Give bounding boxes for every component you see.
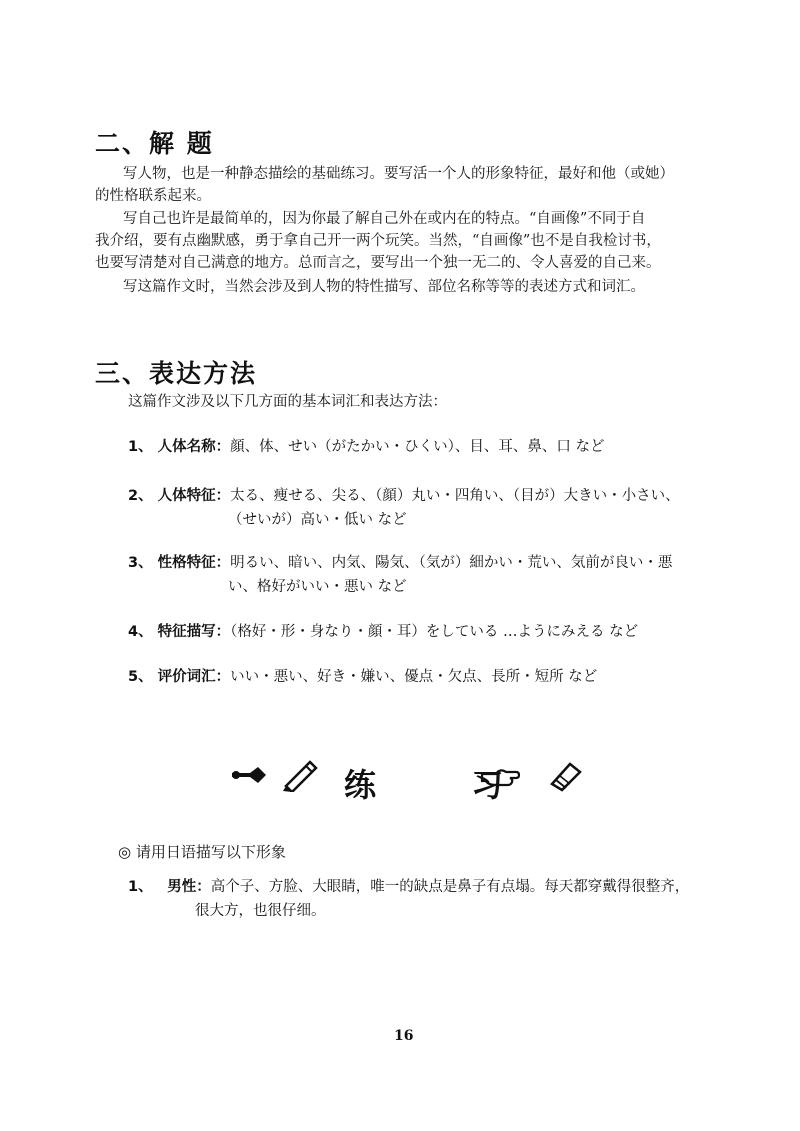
- vocab-item-5: [128, 666, 597, 688]
- question-label: 男性：: [167, 879, 211, 895]
- paragraph-line: 的性格联系起来。: [95, 188, 211, 204]
- section-heading-3: 三、表达方法: [95, 359, 258, 388]
- paragraph-line: 也要写清楚对自己满意的地方。总而言之，要写出一个独一无二的、令人喜爱的自己来。: [95, 255, 661, 271]
- exercise-subheading: ◎ 请用日语描写以下形象: [118, 843, 286, 861]
- page-number: 16: [394, 1028, 414, 1044]
- paragraph-1: [95, 163, 735, 207]
- vocab-item-label: 5、 评价词汇：: [128, 669, 231, 685]
- vocab-item-label: 3、 性格特征：: [128, 555, 231, 571]
- vocab-item-label: 2、 人体特征：: [128, 488, 231, 504]
- pointing-hand-icon: [480, 766, 520, 792]
- paragraph-line: 写人物，也是一种静态描绘的基础练习。要写活一个人的形象特征，最好和他（或她）: [123, 166, 674, 182]
- paragraph-line: 写这篇作文时，当然会涉及到人物的特性描写、部位名称等等的表述方式和词汇。: [123, 279, 645, 295]
- paragraph-3: [95, 276, 735, 298]
- section-heading-2: 二、解 题: [95, 129, 214, 158]
- question-text: 高个子、方脸、大眼睛，唯一的缺点是鼻子有点塌。每天都穿戴得很整齐，: [210, 879, 690, 895]
- vocab-item-2: [128, 485, 680, 507]
- vocab-item-2-cont: （せいが）高い・低い など: [228, 512, 407, 528]
- vocab-item-label: 4、 特征描写：: [128, 624, 231, 640]
- vocab-item-label: 1、 人体名称：: [128, 439, 231, 455]
- exercise-question-1-cont: 很大方，也很仔细。: [195, 903, 326, 919]
- pencil-eraser-icon: [548, 760, 584, 792]
- question-number: 1、: [128, 879, 153, 895]
- paragraph-2: [95, 208, 735, 274]
- exercise-question-1: [128, 876, 689, 898]
- hand-pointer-icon: [228, 760, 272, 790]
- vocab-item-3-cont: い、格好がいい・悪い など: [228, 579, 407, 595]
- vocab-item-text: 明るい、暗い、内気、陽気、（気が）細かい・荒い、気前が良い・悪: [230, 555, 673, 571]
- vocab-item-1: [128, 436, 605, 458]
- exercise-title: 练 习: [344, 766, 546, 804]
- vocab-item-text: 顔、体、せい（がたかい・ひくい）、目、耳、鼻、口 など: [230, 439, 605, 455]
- section3-intro: 这篇作文涉及以下几方面的基本词汇和表达方法：: [128, 394, 447, 410]
- vocab-item-4: [128, 621, 638, 643]
- vocab-item-3: [128, 552, 672, 574]
- vocab-item-text: （格好・形・身なり・顔・耳）をしている …ようにみえる など: [230, 624, 639, 640]
- vocab-item-text: 太る、痩せる、尖る、（顔）丸い・四角い、（目が）大きい・小さい、: [230, 488, 680, 504]
- vocab-item-text: いい・悪い、好き・嫌い、優点・欠点、長所・短所 など: [230, 669, 598, 685]
- pencil-icon: [280, 758, 320, 792]
- paragraph-line: 写自己也许是最简单的，因为你最了解自己外在或内在的特点。“自画像”不同于自: [123, 211, 646, 227]
- paragraph-line: 我介绍，要有点幽默感，勇于拿自己开一两个玩笑。当然，“自画像”也不是自我检讨书，: [95, 233, 661, 249]
